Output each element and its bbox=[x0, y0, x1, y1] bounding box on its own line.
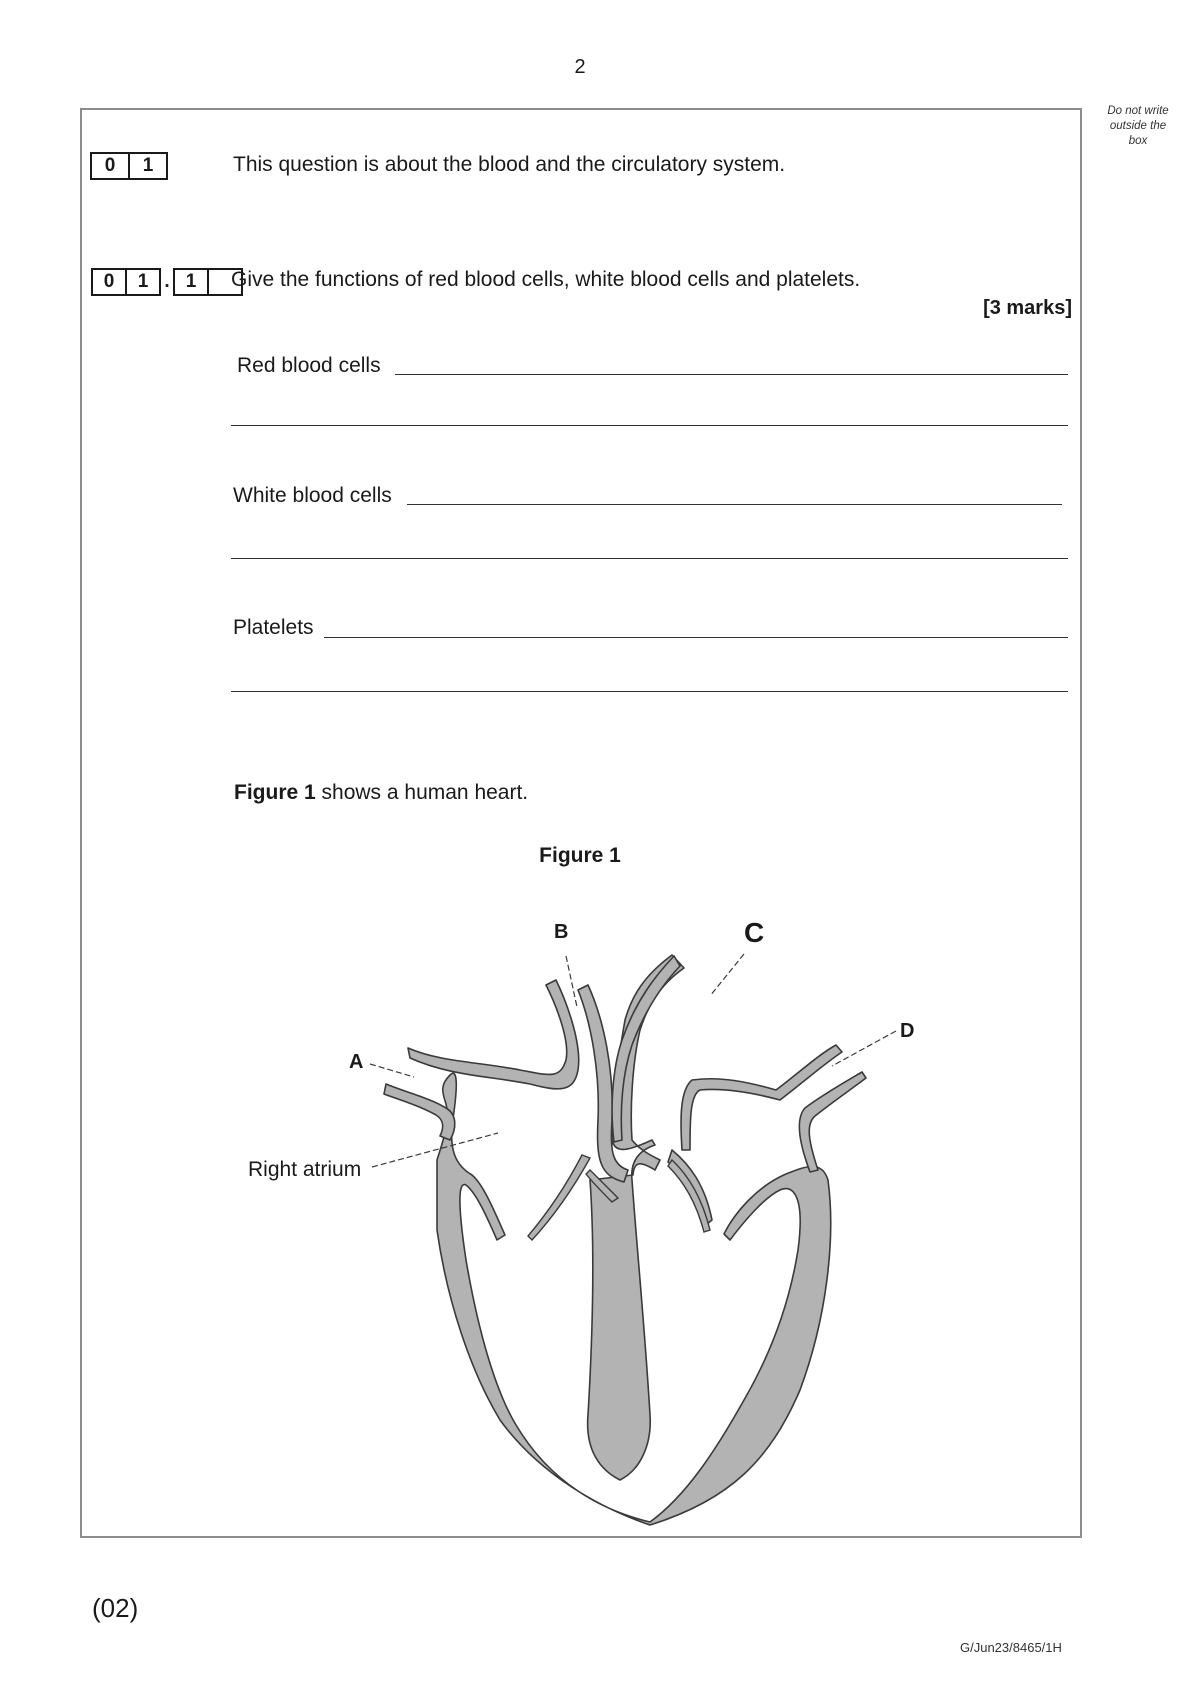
label-d: D bbox=[900, 1020, 915, 1042]
question-intro: This question is about the blood and the circulatory system. bbox=[233, 153, 786, 176]
answer-label-white-blood-cells: White blood cells bbox=[233, 484, 392, 507]
question-digit: 1 bbox=[128, 154, 166, 178]
label-c: C bbox=[744, 917, 765, 948]
footer-page-number: (02) bbox=[92, 1593, 139, 1623]
vena-cava-upper bbox=[408, 980, 579, 1089]
answer-label-platelets: Platelets bbox=[233, 616, 314, 639]
subquestion-dot: . bbox=[164, 271, 170, 292]
tricuspid-valve bbox=[528, 1155, 590, 1240]
leader-line-right-atrium bbox=[372, 1133, 498, 1167]
question-digit: 0 bbox=[104, 155, 116, 176]
label-a: A bbox=[349, 1051, 364, 1073]
leader-line-b bbox=[566, 956, 577, 1007]
figure-intro-bold: Figure 1 bbox=[234, 781, 316, 804]
figure-intro-text: shows a human heart. bbox=[315, 781, 529, 804]
leader-line-a bbox=[370, 1064, 414, 1077]
label-right-atrium: Right atrium bbox=[248, 1158, 362, 1181]
subquestion-digit: 0 bbox=[103, 271, 115, 292]
leader-line-d bbox=[832, 1031, 896, 1066]
answer-label-red-blood-cells: Red blood cells bbox=[237, 354, 381, 377]
pulmonary-vein bbox=[681, 1045, 842, 1150]
subquestion-digit: 1 bbox=[125, 270, 159, 294]
pulmonary-vein-lower bbox=[799, 1072, 866, 1172]
page-number: 2 bbox=[574, 56, 586, 78]
leader-line-c bbox=[710, 954, 744, 996]
margin-note-line: box bbox=[1128, 135, 1148, 147]
subquestion-prompt: Give the functions of red blood cells, white blood cells and platelets. bbox=[231, 268, 861, 291]
figure-title: Figure 1 bbox=[539, 844, 621, 867]
label-b: B bbox=[554, 921, 569, 943]
marks-label: [3 marks] bbox=[983, 297, 1072, 319]
margin-note-line: outside the bbox=[1109, 120, 1167, 132]
footer-paper-code: G/Jun23/8465/1H bbox=[960, 1640, 1062, 1655]
subquestion-digit: 1 bbox=[185, 271, 197, 292]
margin-note-line: Do not write bbox=[1107, 105, 1169, 117]
